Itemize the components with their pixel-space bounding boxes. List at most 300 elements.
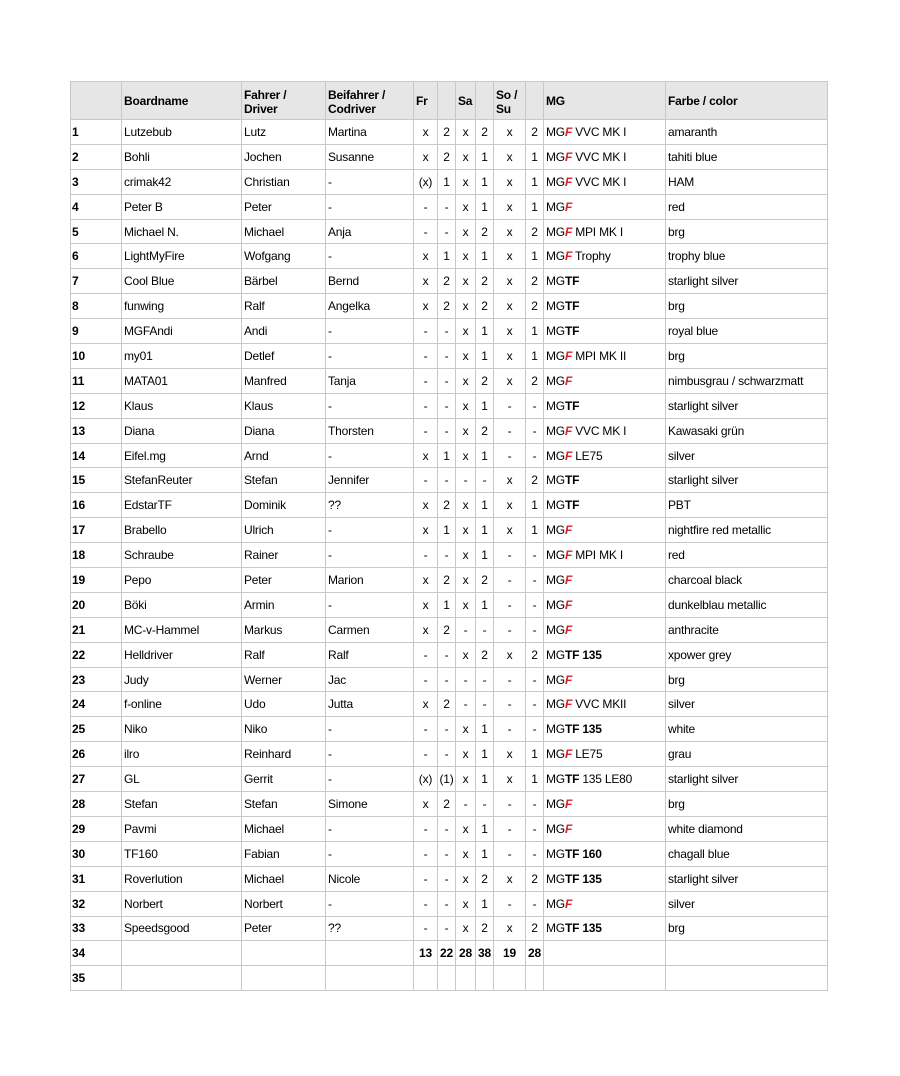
- codriver-cell: Nicole: [326, 866, 414, 891]
- codriver-cell: Marion: [326, 568, 414, 593]
- friday-count-cell: 2: [438, 269, 456, 294]
- codriver-cell: -: [326, 543, 414, 568]
- boardname-cell: GL: [122, 767, 242, 792]
- friday-cell: -: [414, 816, 438, 841]
- friday-count-cell: [438, 966, 456, 991]
- row-number: 32: [71, 891, 122, 916]
- driver-cell: Ulrich: [242, 518, 326, 543]
- boardname-cell: Cool Blue: [122, 269, 242, 294]
- codriver-cell: Jac: [326, 667, 414, 692]
- color-cell: dunkelblau metallic: [666, 592, 828, 617]
- mg-model-part: F: [564, 373, 573, 388]
- row-number: 14: [71, 443, 122, 468]
- mg-model-cell: [544, 169, 666, 194]
- saturday-count-cell: -: [476, 468, 494, 493]
- table-row: [71, 319, 828, 344]
- mg-model-part: MG: [546, 572, 565, 587]
- boardname-cell: Michael N.: [122, 219, 242, 244]
- mg-model-part: MG: [546, 722, 565, 737]
- friday-cell: x: [414, 792, 438, 817]
- saturday-total: 28: [456, 941, 476, 966]
- mg-model-part: TF: [564, 299, 580, 314]
- boardname-cell: funwing: [122, 294, 242, 319]
- mg-model-cell: [544, 443, 666, 468]
- friday-count-cell: 2: [438, 493, 456, 518]
- row-number: 15: [71, 468, 122, 493]
- sunday-cell: [494, 966, 526, 991]
- mg-model-part: F: [564, 548, 573, 563]
- color-cell: PBT: [666, 493, 828, 518]
- header-row: [71, 82, 828, 120]
- row-number: 22: [71, 642, 122, 667]
- row-number: 10: [71, 344, 122, 369]
- driver-cell: Ralf: [242, 642, 326, 667]
- color-cell: starlight silver: [666, 393, 828, 418]
- boardname-cell: MGFAndi: [122, 319, 242, 344]
- row-number: 3: [71, 169, 122, 194]
- saturday-cell: x: [456, 269, 476, 294]
- friday-count-cell: 2: [438, 617, 456, 642]
- friday-count-cell: 1: [438, 169, 456, 194]
- saturday-count-cell: 2: [476, 916, 494, 941]
- mg-model-part: F: [564, 149, 573, 164]
- table-row: [71, 742, 828, 767]
- codriver-cell: Carmen: [326, 617, 414, 642]
- header-friday: Fr: [414, 82, 438, 120]
- header-friday-count: [438, 82, 456, 120]
- saturday-count-cell: 2: [476, 568, 494, 593]
- color-cell: red: [666, 543, 828, 568]
- sunday-count-cell: -: [526, 667, 544, 692]
- boardname-cell: Brabello: [122, 518, 242, 543]
- mg-model-part: F: [564, 672, 573, 687]
- color-cell: xpower grey: [666, 642, 828, 667]
- saturday-count-total: 38: [476, 941, 494, 966]
- mg-model-part: F: [564, 796, 573, 811]
- friday-count-cell: 2: [438, 120, 456, 145]
- codriver-cell: -: [326, 244, 414, 269]
- sunday-cell: x: [494, 767, 526, 792]
- friday-count-cell: -: [438, 717, 456, 742]
- mg-model-part: VVC MK I: [572, 124, 627, 139]
- driver-cell: Wofgang: [242, 244, 326, 269]
- mg-model-cell: [544, 767, 666, 792]
- friday-count-cell: 2: [438, 692, 456, 717]
- mg-model-cell: [544, 941, 666, 966]
- mg-model-cell: [544, 319, 666, 344]
- saturday-count-cell: 2: [476, 642, 494, 667]
- friday-count-cell: -: [438, 468, 456, 493]
- table-row: [71, 169, 828, 194]
- table-row: [71, 219, 828, 244]
- sunday-count-cell: 1: [526, 344, 544, 369]
- boardname-cell: Diana: [122, 418, 242, 443]
- codriver-cell: -: [326, 319, 414, 344]
- mg-model-part: MG: [546, 423, 565, 438]
- table-row: [71, 368, 828, 393]
- saturday-cell: -: [456, 667, 476, 692]
- codriver-cell: -: [326, 742, 414, 767]
- row-number: 13: [71, 418, 122, 443]
- saturday-count-cell: 2: [476, 219, 494, 244]
- mg-model-part: MG: [546, 199, 565, 214]
- driver-cell: Diana: [242, 418, 326, 443]
- row-number: 23: [71, 667, 122, 692]
- table-row: [71, 393, 828, 418]
- mg-model-cell: [544, 120, 666, 145]
- table-row: [71, 667, 828, 692]
- driver-cell: Norbert: [242, 891, 326, 916]
- color-cell: starlight silver: [666, 767, 828, 792]
- friday-count-cell: -: [438, 219, 456, 244]
- friday-count-cell: -: [438, 642, 456, 667]
- mg-model-part: F: [564, 174, 573, 189]
- mg-model-part: MG: [546, 448, 565, 463]
- sunday-count-cell: 2: [526, 368, 544, 393]
- codriver-cell: -: [326, 816, 414, 841]
- codriver-cell: -: [326, 841, 414, 866]
- saturday-cell: x: [456, 742, 476, 767]
- friday-count-cell: -: [438, 866, 456, 891]
- mg-model-part: TF: [564, 921, 580, 936]
- saturday-count-cell: 1: [476, 742, 494, 767]
- saturday-count-cell: 1: [476, 393, 494, 418]
- boardname-cell: Klaus: [122, 393, 242, 418]
- driver-cell: Michael: [242, 816, 326, 841]
- driver-cell: Armin: [242, 592, 326, 617]
- codriver-cell: -: [326, 717, 414, 742]
- table-row: [71, 443, 828, 468]
- friday-count-cell: -: [438, 742, 456, 767]
- mg-model-part: MG: [546, 697, 565, 712]
- color-cell: chagall blue: [666, 841, 828, 866]
- mg-model-cell: [544, 468, 666, 493]
- friday-cell: (x): [414, 767, 438, 792]
- mg-model-part: MG: [546, 896, 565, 911]
- boardname-cell: Eifel.mg: [122, 443, 242, 468]
- saturday-cell: x: [456, 543, 476, 568]
- mg-model-part: TF: [564, 772, 580, 787]
- boardname-cell: Norbert: [122, 891, 242, 916]
- header-saturday: Sa: [456, 82, 476, 120]
- friday-count-cell: -: [438, 667, 456, 692]
- boardname-cell: Bohli: [122, 144, 242, 169]
- saturday-cell: x: [456, 244, 476, 269]
- table-row: [71, 717, 828, 742]
- sunday-cell: -: [494, 418, 526, 443]
- friday-cell: -: [414, 344, 438, 369]
- friday-cell: -: [414, 393, 438, 418]
- codriver-cell: -: [326, 518, 414, 543]
- sunday-cell: -: [494, 792, 526, 817]
- mg-model-cell: [544, 294, 666, 319]
- boardname-cell: Niko: [122, 717, 242, 742]
- mg-model-cell: [544, 393, 666, 418]
- codriver-cell: -: [326, 891, 414, 916]
- header-mg-model: MG: [544, 82, 666, 120]
- friday-count-cell: 2: [438, 792, 456, 817]
- row-number: 28: [71, 792, 122, 817]
- header-sunday-count: [526, 82, 544, 120]
- row-number: 27: [71, 767, 122, 792]
- mg-model-part: F: [564, 896, 573, 911]
- driver-cell: Michael: [242, 866, 326, 891]
- saturday-cell: x: [456, 344, 476, 369]
- saturday-count-cell: 1: [476, 443, 494, 468]
- mg-model-cell: [544, 592, 666, 617]
- row-number: 33: [71, 916, 122, 941]
- friday-cell: -: [414, 891, 438, 916]
- mg-model-part: TF: [564, 871, 580, 886]
- saturday-count-cell: 1: [476, 493, 494, 518]
- mg-model-part: MG: [546, 523, 565, 538]
- sunday-cell: x: [494, 319, 526, 344]
- row-number: 12: [71, 393, 122, 418]
- saturday-count-cell: 1: [476, 244, 494, 269]
- mg-model-cell: [544, 194, 666, 219]
- row-number: 16: [71, 493, 122, 518]
- friday-count-cell: -: [438, 344, 456, 369]
- sunday-cell: x: [494, 144, 526, 169]
- mg-model-part: MG: [546, 149, 565, 164]
- mg-model-part: MPI MK II: [572, 348, 627, 363]
- sunday-cell: -: [494, 667, 526, 692]
- mg-model-part: MG: [546, 548, 565, 563]
- mg-model-part: MG: [546, 498, 565, 513]
- color-cell: grau: [666, 742, 828, 767]
- codriver-cell: Thorsten: [326, 418, 414, 443]
- driver-cell: Werner: [242, 667, 326, 692]
- codriver-cell: -: [326, 393, 414, 418]
- saturday-count-cell: [476, 966, 494, 991]
- friday-count-cell: 1: [438, 244, 456, 269]
- boardname-cell: [122, 941, 242, 966]
- mg-model-part: TF: [564, 498, 580, 513]
- mg-model-cell: [544, 617, 666, 642]
- sunday-count-cell: [526, 966, 544, 991]
- driver-cell: Jochen: [242, 144, 326, 169]
- sunday-count-cell: 2: [526, 219, 544, 244]
- boardname-cell: f-online: [122, 692, 242, 717]
- saturday-cell: x: [456, 368, 476, 393]
- header-boardname: Boardname: [122, 82, 242, 120]
- mg-model-part: 135: [579, 722, 602, 737]
- mg-model-part: TF: [564, 846, 580, 861]
- driver-cell: Fabian: [242, 841, 326, 866]
- boardname-cell: ilro: [122, 742, 242, 767]
- row-number: 7: [71, 269, 122, 294]
- sunday-count-cell: -: [526, 891, 544, 916]
- friday-count-cell: -: [438, 194, 456, 219]
- empty-row: [71, 966, 828, 991]
- row-number: 18: [71, 543, 122, 568]
- codriver-cell: -: [326, 169, 414, 194]
- codriver-cell: Anja: [326, 219, 414, 244]
- saturday-count-cell: 2: [476, 269, 494, 294]
- friday-cell: -: [414, 667, 438, 692]
- sunday-count-cell: 2: [526, 916, 544, 941]
- mg-model-part: MG: [546, 871, 565, 886]
- mg-model-part: F: [564, 448, 573, 463]
- mg-model-part: MG: [546, 597, 565, 612]
- color-cell: brg: [666, 916, 828, 941]
- color-cell: [666, 941, 828, 966]
- saturday-cell: -: [456, 692, 476, 717]
- mg-model-part: VVC MK I: [572, 423, 627, 438]
- mg-model-part: VVC MKII: [572, 697, 627, 712]
- mg-model-cell: [544, 244, 666, 269]
- saturday-count-cell: 1: [476, 518, 494, 543]
- saturday-cell: x: [456, 841, 476, 866]
- friday-cell: -: [414, 368, 438, 393]
- driver-cell: Peter: [242, 916, 326, 941]
- friday-count-cell: -: [438, 816, 456, 841]
- friday-cell: x: [414, 294, 438, 319]
- boardname-cell: Böki: [122, 592, 242, 617]
- mg-model-part: MG: [546, 846, 565, 861]
- friday-cell: (x): [414, 169, 438, 194]
- friday-count-cell: 1: [438, 518, 456, 543]
- saturday-cell: -: [456, 468, 476, 493]
- mg-model-cell: [544, 368, 666, 393]
- mg-model-part: F: [564, 124, 573, 139]
- mg-model-part: TF: [564, 324, 580, 339]
- color-cell: brg: [666, 344, 828, 369]
- color-cell: starlight silver: [666, 468, 828, 493]
- saturday-count-cell: 1: [476, 344, 494, 369]
- saturday-cell: -: [456, 617, 476, 642]
- saturday-cell: [456, 966, 476, 991]
- row-number: 21: [71, 617, 122, 642]
- color-cell: nightfire red metallic: [666, 518, 828, 543]
- mg-model-part: MG: [546, 348, 565, 363]
- mg-model-cell: [544, 742, 666, 767]
- mg-model-part: MG: [546, 647, 565, 662]
- row-number: 24: [71, 692, 122, 717]
- boardname-cell: Judy: [122, 667, 242, 692]
- driver-cell: Michael: [242, 219, 326, 244]
- sunday-count-total: 28: [526, 941, 544, 966]
- sunday-count-cell: -: [526, 617, 544, 642]
- boardname-cell: EdstarTF: [122, 493, 242, 518]
- mg-model-part: MG: [546, 622, 565, 637]
- sunday-cell: x: [494, 194, 526, 219]
- saturday-count-cell: 2: [476, 120, 494, 145]
- friday-cell: x: [414, 692, 438, 717]
- sunday-count-cell: 1: [526, 742, 544, 767]
- sunday-cell: -: [494, 543, 526, 568]
- mg-model-part: F: [564, 249, 573, 264]
- saturday-count-cell: -: [476, 792, 494, 817]
- mg-model-cell: [544, 717, 666, 742]
- row-number: 25: [71, 717, 122, 742]
- friday-cell: x: [414, 617, 438, 642]
- mg-model-part: MG: [546, 373, 565, 388]
- saturday-count-cell: 1: [476, 891, 494, 916]
- friday-count-cell: 1: [438, 443, 456, 468]
- saturday-count-cell: 1: [476, 841, 494, 866]
- driver-cell: Christian: [242, 169, 326, 194]
- boardname-cell: Pepo: [122, 568, 242, 593]
- sunday-count-cell: -: [526, 543, 544, 568]
- mg-model-part: F: [564, 572, 573, 587]
- color-cell: brg: [666, 294, 828, 319]
- saturday-cell: x: [456, 642, 476, 667]
- friday-count-cell: -: [438, 319, 456, 344]
- table-row: [71, 767, 828, 792]
- sunday-count-cell: -: [526, 568, 544, 593]
- sunday-cell: -: [494, 692, 526, 717]
- mg-model-part: F: [564, 597, 573, 612]
- table-row: [71, 518, 828, 543]
- saturday-cell: x: [456, 144, 476, 169]
- table-row: [71, 468, 828, 493]
- friday-cell: x: [414, 120, 438, 145]
- saturday-count-cell: 1: [476, 194, 494, 219]
- boardname-cell: MC-v-Hammel: [122, 617, 242, 642]
- header-codriver: Beifahrer / Codriver: [326, 82, 414, 120]
- table-row: [71, 244, 828, 269]
- sunday-count-cell: 1: [526, 493, 544, 518]
- friday-cell: -: [414, 717, 438, 742]
- header-sunday: So / Su: [494, 82, 526, 120]
- table-row: [71, 816, 828, 841]
- table-row: [71, 792, 828, 817]
- driver-cell: Markus: [242, 617, 326, 642]
- sunday-cell: x: [494, 120, 526, 145]
- sunday-cell: x: [494, 269, 526, 294]
- table-row: [71, 294, 828, 319]
- codriver-cell: Simone: [326, 792, 414, 817]
- driver-cell: Niko: [242, 717, 326, 742]
- color-cell: white: [666, 717, 828, 742]
- table-row: [71, 543, 828, 568]
- sunday-count-cell: -: [526, 841, 544, 866]
- sunday-cell: x: [494, 294, 526, 319]
- color-cell: starlight silver: [666, 269, 828, 294]
- saturday-count-cell: 1: [476, 767, 494, 792]
- driver-cell: Peter: [242, 568, 326, 593]
- row-number: 31: [71, 866, 122, 891]
- sunday-cell: -: [494, 841, 526, 866]
- codriver-cell: ??: [326, 916, 414, 941]
- color-cell: brg: [666, 219, 828, 244]
- mg-model-part: F: [564, 821, 573, 836]
- mg-model-part: VVC MK I: [572, 149, 627, 164]
- saturday-cell: x: [456, 443, 476, 468]
- header-driver: Fahrer / Driver: [242, 82, 326, 120]
- friday-count-cell: 2: [438, 294, 456, 319]
- saturday-count-cell: 1: [476, 717, 494, 742]
- friday-cell: -: [414, 468, 438, 493]
- boardname-cell: Schraube: [122, 543, 242, 568]
- mg-model-part: MG: [546, 249, 565, 264]
- friday-cell: x: [414, 592, 438, 617]
- mg-model-cell: [544, 269, 666, 294]
- friday-cell: x: [414, 144, 438, 169]
- color-cell: silver: [666, 692, 828, 717]
- mg-model-part: TF: [564, 473, 580, 488]
- color-cell: [666, 966, 828, 991]
- mg-model-cell: [544, 568, 666, 593]
- table-row: [71, 866, 828, 891]
- mg-model-part: MG: [546, 796, 565, 811]
- table-row: [71, 568, 828, 593]
- boardname-cell: Stefan: [122, 792, 242, 817]
- mg-model-part: 160: [579, 846, 602, 861]
- saturday-count-cell: 2: [476, 368, 494, 393]
- table-row: [71, 269, 828, 294]
